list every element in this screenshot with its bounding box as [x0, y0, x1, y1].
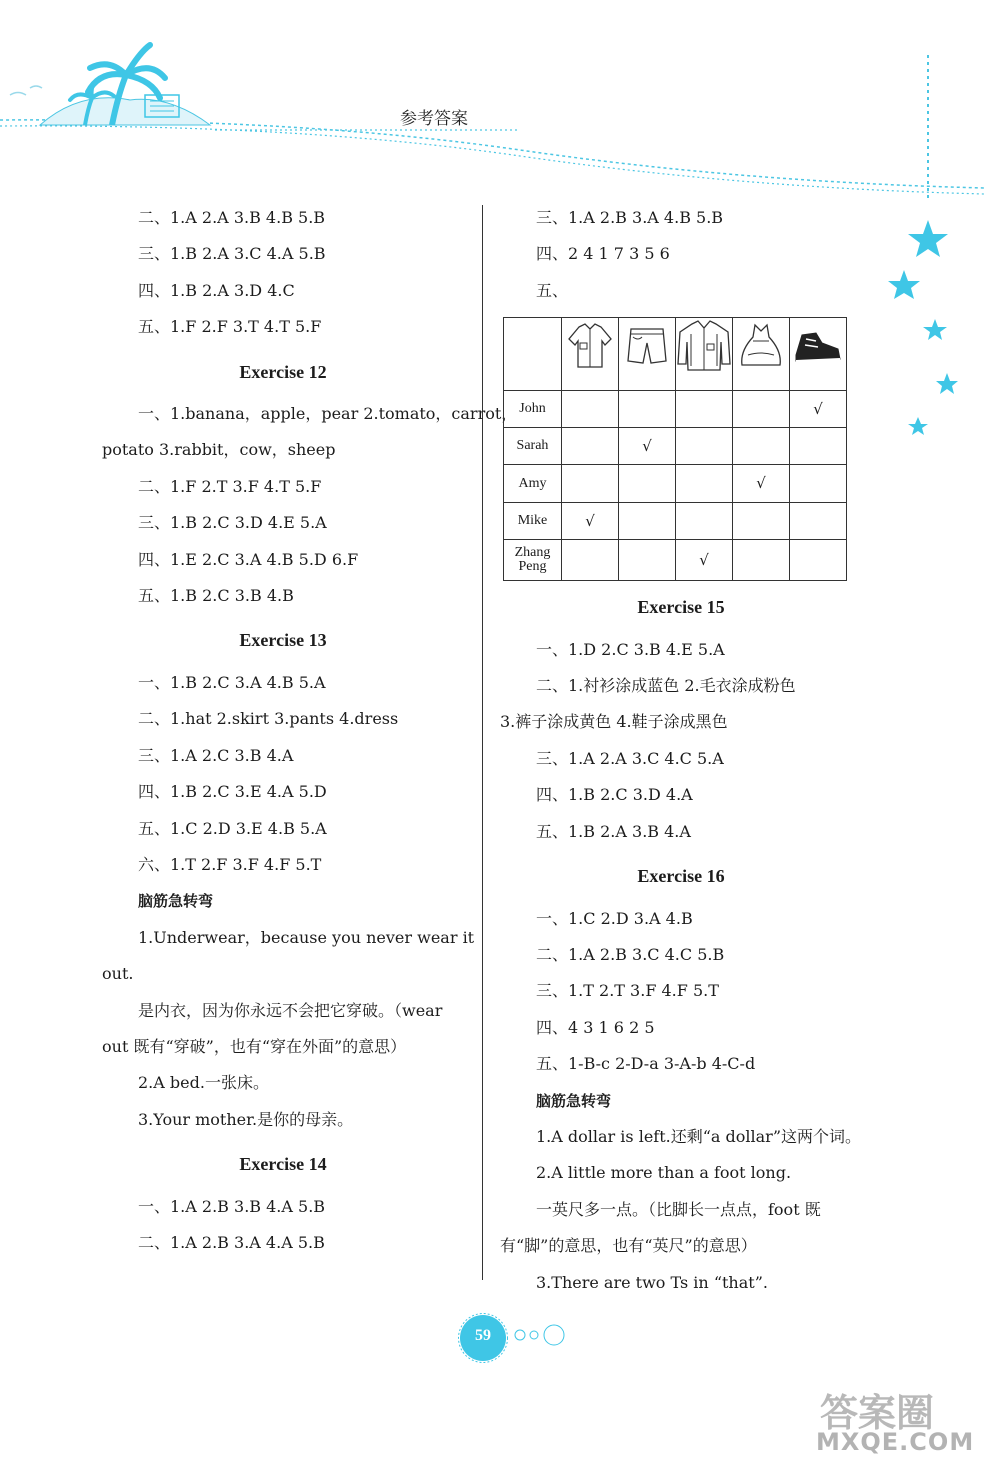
check-cell — [790, 540, 847, 581]
check-cell — [733, 502, 790, 539]
answer-line: 二、1.F 2.T 3.F 4.T 5.F — [138, 476, 322, 496]
brain-teaser-line: 1.A dollar is left.还剩“a dollar”这两个词。 — [536, 1126, 862, 1146]
answer-line: 六、1.T 2.F 3.F 4.F 5.T — [138, 854, 322, 874]
page-header-title: 参考答案 — [400, 109, 468, 129]
exercise-14-title: Exercise 14 — [239, 1154, 327, 1175]
exercise-12-title: Exercise 12 — [239, 361, 327, 382]
answer-line: 三、1.A 2.C 3.B 4.A — [138, 745, 294, 765]
shorts-image — [619, 318, 676, 390]
check-cell — [790, 428, 847, 465]
check-cell — [619, 540, 676, 581]
page-number: 59 — [475, 1327, 491, 1344]
table-corner — [504, 318, 562, 390]
row-name: John — [504, 390, 562, 427]
header-decoration — [0, 0, 1000, 200]
answer-line: 二、1.A 2.A 3.B 4.B 5.B — [138, 208, 326, 227]
check-cell — [562, 540, 619, 581]
brain-teaser-line: 2.A little more than a foot long. — [536, 1163, 792, 1183]
check-cell — [676, 428, 733, 465]
brain-teaser-line: 有“脚”的意思，也有“英尺”的意思） — [500, 1236, 757, 1256]
answer-line: 五、1-B-c 2-D-a 3-A-b 4-C-d — [536, 1054, 756, 1074]
column-divider — [482, 205, 483, 1280]
row-name: Mike — [504, 502, 562, 539]
row-name: Zhang Peng — [504, 540, 562, 581]
answer-line: 三、1.A 2.A 3.C 4.C 5.A — [536, 748, 724, 768]
brain-teaser-line: out. — [102, 964, 134, 984]
jacket-image — [676, 318, 733, 390]
right-column — [500, 200, 862, 1301]
brain-teaser-line: 1.Underwear，because you never wear it — [138, 927, 475, 947]
check-cell — [619, 390, 676, 427]
exercise-16-title: Exercise 16 — [637, 866, 725, 887]
star-decoration-icon — [880, 215, 970, 445]
row-name: Amy — [504, 465, 562, 502]
answer-line: 四、1.B 2.C 3.E 4.A 5.D — [138, 782, 327, 802]
check-cell — [562, 390, 619, 427]
check-cell: √ — [676, 540, 733, 581]
brain-teaser-title: 脑筋急转弯 — [138, 892, 214, 911]
check-cell: √ — [562, 502, 619, 539]
answer-line: 四、1.B 2.C 3.D 4.A — [536, 785, 693, 805]
page-number-badge — [458, 1313, 508, 1363]
check-cell — [733, 428, 790, 465]
brain-teaser-title: 脑筋急转弯 — [536, 1091, 612, 1110]
check-cell — [676, 465, 733, 502]
watermark-logo: 答案圈 — [820, 1391, 935, 1435]
exercise-15-title: Exercise 15 — [637, 597, 725, 618]
answer-line: 二、1.A 2.B 3.A 4.A 5.B — [138, 1232, 325, 1252]
watermark — [810, 1380, 990, 1466]
sneakers-image — [790, 318, 847, 390]
brain-teaser-line: out 既有“穿破”，也有“穿在外面”的意思） — [102, 1036, 407, 1056]
answer-line: 五、1.F 2.F 3.T 4.T 5.F — [138, 317, 322, 337]
answer-line: 三、1.B 2.C 3.D 4.E 5.A — [138, 513, 327, 533]
answer-line: 三、1.B 2.A 3.C 4.A 5.B — [138, 244, 326, 264]
check-cell — [562, 465, 619, 502]
exercise-13-title: Exercise 13 — [239, 630, 327, 651]
answer-line: 三、1.T 2.T 3.F 4.F 5.T — [536, 981, 719, 1001]
check-cell — [790, 502, 847, 539]
check-cell — [676, 390, 733, 427]
watermark-text: MXQE.COM — [816, 1428, 975, 1456]
answer-line: 四、1.B 2.A 3.D 4.C — [138, 280, 295, 300]
answer-line: 一、1.C 2.D 3.A 4.B — [536, 908, 693, 928]
check-cell — [733, 540, 790, 581]
answer-line: 四、2 4 1 7 3 5 6 — [536, 244, 670, 264]
check-cell: √ — [619, 428, 676, 465]
check-cell — [790, 465, 847, 502]
check-cell: √ — [733, 465, 790, 502]
answer-line: 一、1.A 2.B 3.B 4.A 5.B — [138, 1196, 326, 1216]
check-cell — [562, 428, 619, 465]
answer-line: 一、1.B 2.C 3.A 4.B 5.A — [138, 672, 326, 692]
answer-line: 五、 — [536, 280, 569, 300]
answer-line: 一、1.banana，apple，pear 2.tomato，carrot， — [138, 404, 518, 424]
answer-line: 二、1.A 2.B 3.C 4.C 5.B — [536, 944, 725, 964]
row-name: Sarah — [504, 428, 562, 465]
check-cell — [619, 502, 676, 539]
clothes-table — [503, 317, 847, 581]
check-cell — [619, 465, 676, 502]
brain-teaser-line: 3.There are two Ts in “that”. — [536, 1272, 768, 1292]
answer-line: 五、1.B 2.C 3.B 4.B — [138, 586, 294, 606]
brain-teaser-line: 一英尺多一点。（比脚长一点点，foot 既 — [536, 1199, 821, 1219]
answer-line: 二、1.hat 2.skirt 3.pants 4.dress — [138, 709, 399, 729]
answer-line: potato 3.rabbit，cow，sheep — [102, 440, 336, 460]
answer-line: 一、1.D 2.C 3.B 4.E 5.A — [536, 639, 725, 659]
left-column — [102, 200, 518, 1261]
shirt-image — [562, 318, 619, 390]
check-cell — [733, 390, 790, 427]
answer-line: 三、1.A 2.B 3.A 4.B 5.B — [536, 208, 724, 227]
check-cell: √ — [790, 390, 847, 427]
dress-image — [733, 318, 790, 390]
answer-line: 二、1.衬衫涂成蓝色 2.毛衣涂成粉色 — [536, 676, 796, 696]
check-cell — [676, 502, 733, 539]
brain-teaser-line: 是内衣，因为你永远不会把它穿破。（wear — [138, 1000, 443, 1020]
answer-line: 五、1.C 2.D 3.E 4.B 5.A — [138, 818, 327, 838]
answer-line: 3.裤子涂成黄色 4.鞋子涂成黑色 — [500, 712, 728, 732]
answer-line: 四、4 3 1 6 2 5 — [536, 1017, 655, 1037]
answer-line: 四、1.E 2.C 3.A 4.B 5.D 6.F — [138, 549, 359, 569]
brain-teaser-line: 2.A bed.一张床。 — [138, 1073, 269, 1093]
answer-line: 五、1.B 2.A 3.B 4.A — [536, 821, 691, 841]
brain-teaser-line: 3.Your mother.是你的母亲。 — [138, 1109, 354, 1129]
